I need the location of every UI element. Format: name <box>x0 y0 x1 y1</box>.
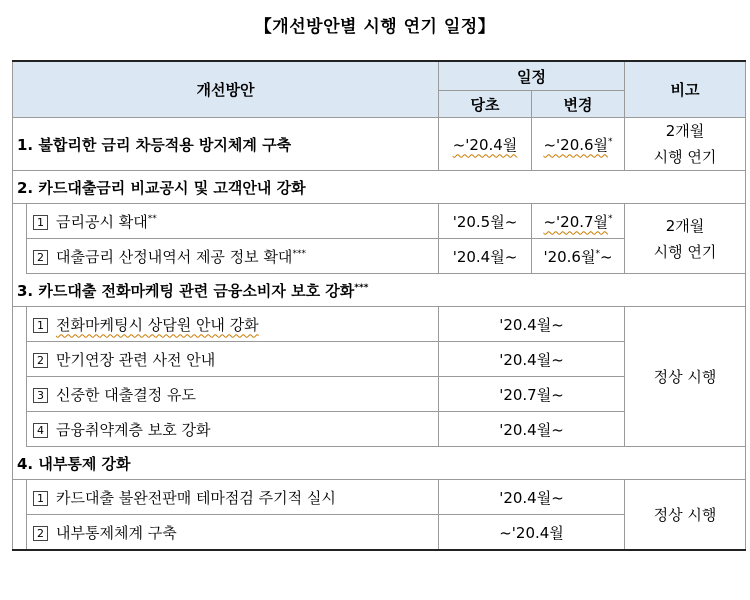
header-plan: 개선방안 <box>13 61 439 118</box>
item-changed-suffix: ~ <box>599 247 613 266</box>
section-1-row <box>13 118 746 171</box>
section-4-item-1 <box>13 480 746 515</box>
section-2-title: 2. 카드대출금리 비교공시 및 고객안내 강화 <box>17 178 306 197</box>
section-3-title: 3. 카드대출 전화마케팅 관련 금융소비자 보호 강화 <box>17 281 355 300</box>
item-label: 카드대출 불완전판매 테마점검 주기적 실시 <box>56 488 336 507</box>
header-schedule: 일정 <box>439 61 625 91</box>
section-1-changed-mark: * <box>608 136 613 147</box>
section-2-item-1 <box>13 204 746 239</box>
section-2-note <box>625 204 746 274</box>
section-4-note: 정상 시행 <box>625 480 746 551</box>
section-3-item-1 <box>13 307 746 342</box>
item-number-box: 1 <box>33 491 48 506</box>
section-2-note-line1: 2개월 <box>665 216 705 235</box>
schedule-table <box>12 60 746 551</box>
header-changed: 변경 <box>532 91 625 118</box>
item-schedule: '20.7월~ <box>499 385 564 404</box>
section-1-changed: ~'20.6월 <box>543 135 609 154</box>
item-label: 전화마케팅시 상담원 안내 강화 <box>56 315 259 334</box>
section-4-header <box>13 447 746 480</box>
item-label: 만기연장 관련 사전 안내 <box>56 350 216 369</box>
section-1-original: ~'20.4월 <box>452 135 518 154</box>
item-number-box: 3 <box>33 388 48 403</box>
item-changed: ~'20.7월 <box>543 212 609 231</box>
section-1-note-line1: 2개월 <box>665 122 705 140</box>
item-changed-mark: * <box>608 213 613 224</box>
item-original: '20.5월~ <box>452 212 518 231</box>
item-label: 신중한 대출결정 유도 <box>56 385 196 404</box>
section-4-title: 4. 내부통제 강화 <box>17 454 131 473</box>
item-number-box: 2 <box>33 526 48 541</box>
item-schedule: '20.4월~ <box>499 488 564 507</box>
item-original: '20.4월~ <box>452 247 518 266</box>
item-number-box: 4 <box>33 423 48 438</box>
section-2-header <box>13 171 746 204</box>
section-3-note: 정상 시행 <box>625 307 746 447</box>
item-schedule: '20.4월~ <box>499 315 564 334</box>
item-number-box: 2 <box>33 250 48 265</box>
item-changed: '20.6월 <box>543 247 596 266</box>
header-original: 당초 <box>439 91 532 118</box>
item-label: 대출금리 산정내역서 제공 정보 확대 <box>56 247 293 266</box>
section-1-title: 1. 불합리한 금리 차등적용 방지체계 구축 <box>17 135 292 154</box>
item-schedule: '20.4월~ <box>499 420 564 439</box>
section-1-note-line2: 시행 연기 <box>653 148 717 166</box>
item-number-box: 2 <box>33 353 48 368</box>
item-label: 금융취약계층 보호 강화 <box>56 420 211 439</box>
item-label: 내부통제체계 구축 <box>56 523 177 542</box>
section-3-title-mark: *** <box>354 282 369 293</box>
item-number-box: 1 <box>33 215 48 230</box>
section-2-note-line2: 시행 연기 <box>653 242 717 261</box>
item-mark: *** <box>292 248 306 259</box>
header-note: 비고 <box>625 61 746 118</box>
item-number-box: 1 <box>33 318 48 333</box>
item-schedule: '20.4월~ <box>499 350 564 369</box>
item-schedule: ~'20.4월 <box>499 523 564 542</box>
section-1-note <box>625 118 746 171</box>
section-3-header <box>13 274 746 307</box>
item-changed-mark: * <box>595 248 600 259</box>
item-label: 금리공시 확대 <box>56 212 148 231</box>
page-title: 【개선방안별 시행 연기 일정】 <box>254 17 496 37</box>
item-mark: ** <box>147 213 157 224</box>
